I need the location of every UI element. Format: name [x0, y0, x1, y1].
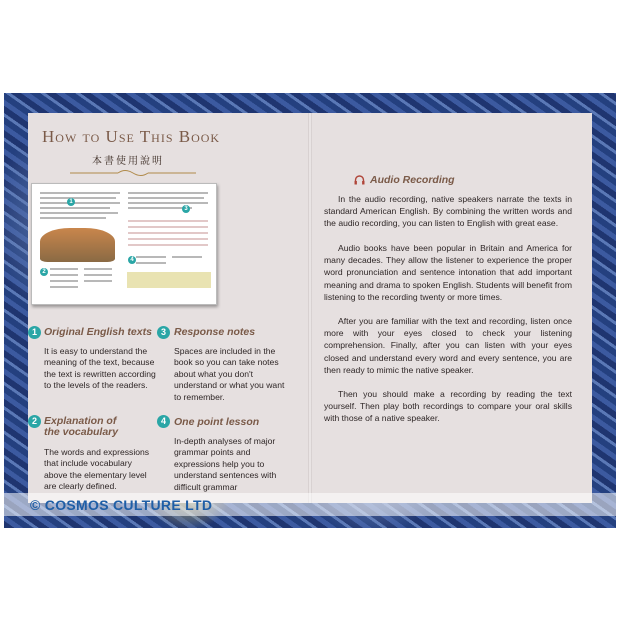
audio-recording-heading: Audio Recording: [370, 174, 455, 186]
audio-paragraph-1: In the audio recording, native speakers narrate the texts in standard American English. By combining the written words and the audio recording, you can listen to English with great ease.: [324, 194, 572, 229]
book-spread: [4, 93, 616, 528]
page-subtitle: 本書使用說明: [92, 156, 164, 167]
thumbnail-lesson-box: [127, 272, 211, 288]
section-number-3: 3: [157, 326, 170, 339]
watermark-text: © COSMOS CULTURE LTD: [30, 497, 213, 513]
audio-paragraph-3: After you are familiar with the text and recording, listen once more with your eyes closed to check your listening comprehension. Finally, after you can listen with your eyes closed and understand every word and every sentence, you are then ready to mimic the native speaker.: [324, 316, 572, 375]
ornament-divider: [68, 168, 198, 178]
section-body-3: Spaces are included in the book so you can take notes about what you don't understand or what you want to remember.: [174, 346, 285, 402]
thumbnail-marker-3: 3: [182, 205, 190, 213]
audio-paragraph-4: Then you should make a recording by reading the text yourself. Then play both recordings to compare your oral skills with those of a native speaker.: [324, 389, 572, 424]
page-title: How to Use This Book: [42, 127, 221, 146]
section-heading-2: Explanation of the vocabulary: [44, 415, 119, 438]
thumbnail-illustration: [40, 228, 115, 262]
section-body-1: It is easy to understand the meaning of the text, because the text is rewritten according to the levels of the readers.: [44, 346, 156, 391]
right-page: [310, 113, 592, 503]
section-body-2: The words and expressions that include vocabulary above the elementary level are clearly defined.: [44, 447, 150, 492]
section-heading-1: Original English texts: [44, 326, 152, 338]
book-gutter: [308, 113, 312, 503]
section-number-2: 2: [28, 415, 41, 428]
headphones-icon: [354, 175, 365, 185]
thumbnail-marker-2: 2: [40, 268, 48, 276]
section-heading-4: One point lesson: [174, 416, 260, 428]
section-number-4: 4: [157, 415, 170, 428]
section-number-1: 1: [28, 326, 41, 339]
audio-paragraph-2: Audio books have been popular in Britain and America for many decades. They allow the listener to experience the proper word pronunciation and sentence intonation that add important meaning and drama to spoken English. Students will benefit from listening to the recording twenty or more times.: [324, 243, 572, 302]
thumbnail-marker-4: 4: [128, 256, 136, 264]
thumbnail-marker-1: 1: [67, 198, 75, 206]
sample-page-thumbnail: [31, 183, 217, 305]
section-body-4: In-depth analyses of major grammar points and expressions help you to understand sentences with difficult grammar: [174, 436, 277, 492]
section-heading-3: Response notes: [174, 326, 256, 338]
